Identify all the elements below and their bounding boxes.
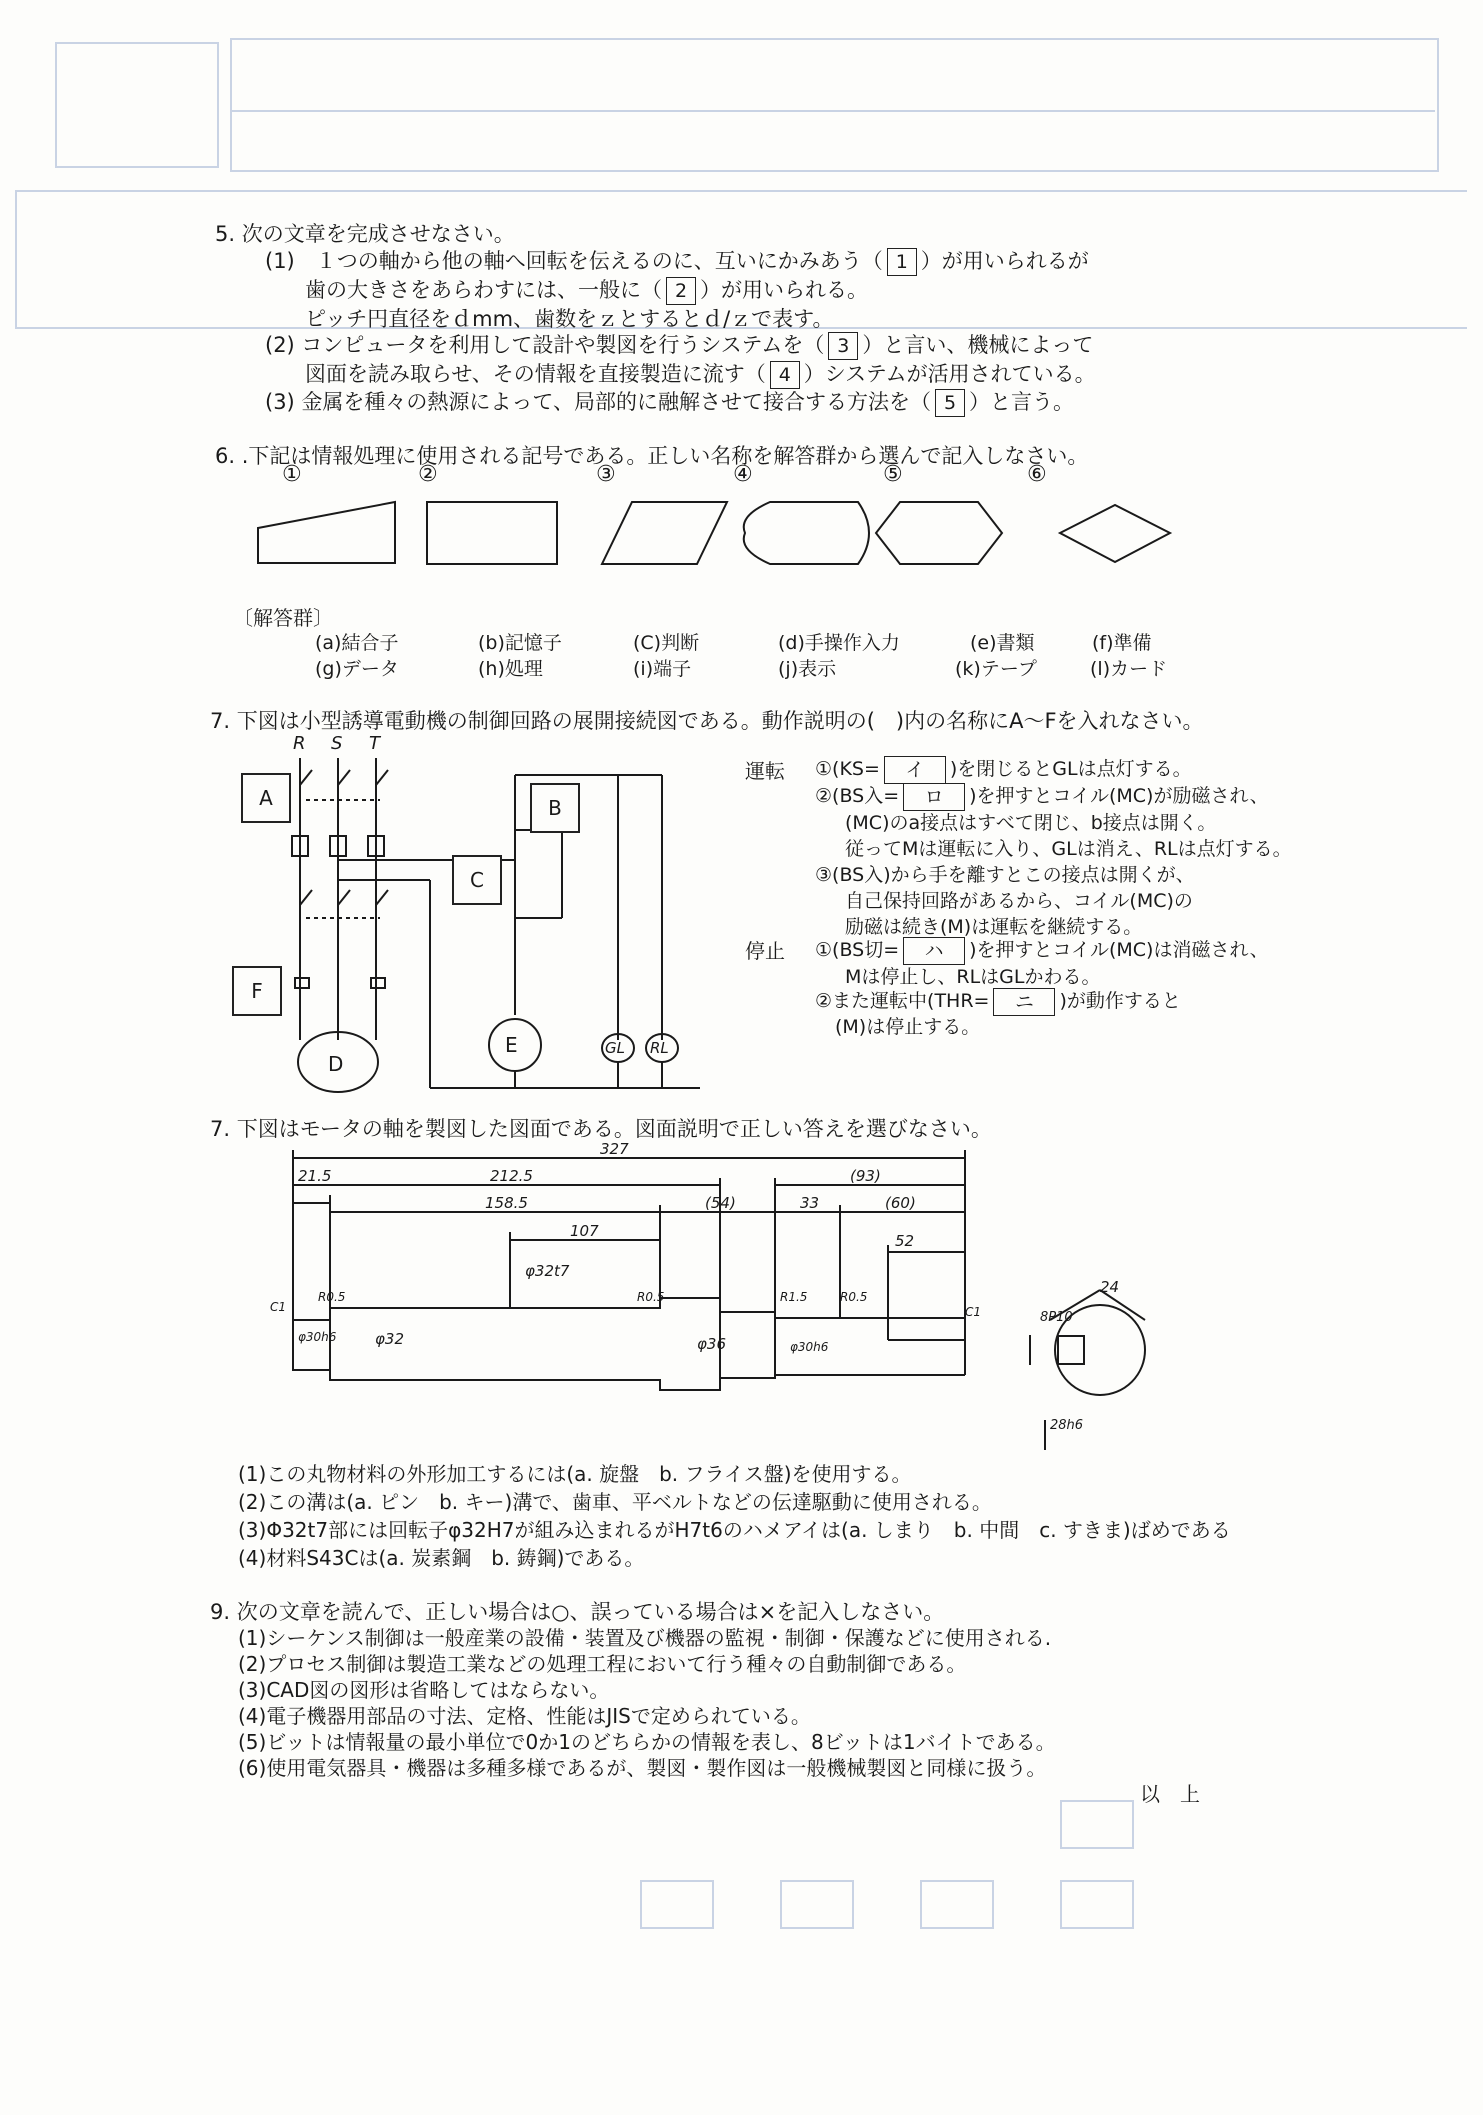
answer-option: (h)処理 — [478, 658, 543, 680]
lamp-label-rl: RL — [650, 1039, 669, 1057]
run-label: 運転 — [745, 759, 785, 783]
stop-line: (M)は停止する。 — [835, 1016, 981, 1038]
symbol-number: ② — [418, 462, 438, 487]
circuit-box-a: A — [241, 773, 291, 823]
answer-box-ha[interactable]: ハ — [903, 937, 965, 965]
q7b-question: (1)この丸物材料の外形加工するには(a. 旋盤 b. フライス盤)を使用する。 — [238, 1462, 912, 1486]
q7b-question: (4)材料S43Cは(a. 炭素鋼 b. 鋳鋼)である。 — [238, 1546, 645, 1570]
dim-label: C1 — [965, 1305, 982, 1319]
circuit-box-b: B — [530, 783, 580, 833]
dim-label: (93) — [850, 1167, 881, 1185]
q5-line-text: ）と言う。 — [969, 390, 1074, 414]
q7a-title: 7. 下図は小型誘導電動機の制御回路の展開接続図である。動作説明の( )内の名称にA～Fを入れなさい。 — [210, 709, 1204, 733]
q5-title: 5. 次の文章を完成させなさい。 — [215, 222, 515, 246]
dim-label: 158.5 — [485, 1194, 528, 1212]
q5-line-text: ）システムが活用されている。 — [803, 362, 1096, 386]
q5-line-text: ）が用いられる。 — [700, 278, 868, 302]
run-line-text: )を閉じるとGLは点灯する。 — [949, 758, 1192, 780]
lamp-label-gl: GL — [605, 1039, 625, 1057]
answer-option: (f)準備 — [1092, 632, 1152, 654]
answer-box-ro[interactable]: ロ — [903, 783, 965, 811]
dim-label: φ30h6 — [298, 1330, 337, 1344]
answer-option: (e)書類 — [970, 632, 1035, 654]
answer-option: (C)判断 — [633, 632, 700, 654]
dim-label: φ30h6 — [790, 1340, 829, 1354]
answer-box-i[interactable]: イ — [884, 756, 946, 784]
dim-label: 212.5 — [490, 1167, 533, 1185]
phase-label: R — [293, 733, 306, 754]
circuit-box-c: C — [452, 855, 502, 905]
q5-line-text: (3) 金属を種々の熱源によって、局部的に融解させて接合する方法を（ — [265, 390, 931, 414]
ghost-box — [1060, 1800, 1134, 1849]
answer-option: (l)カード — [1090, 658, 1168, 680]
q5-line-text: (2) コンピュータを利用して設計や製図を行うシステムを（ — [265, 333, 825, 357]
answer-option: (j)表示 — [778, 658, 837, 680]
run-line: 自己保持回路があるから、コイル(MC)の — [845, 890, 1193, 912]
q5-line-text: 図面を読み取らせ、その情報を直接製造に流す（ — [305, 362, 766, 386]
q5-line-text: ）が用いられるが — [920, 249, 1089, 273]
symbol-number: ④ — [733, 462, 753, 487]
stop-label: 停止 — [745, 939, 785, 963]
dim-label: φ32t7 — [525, 1262, 570, 1280]
q9-statement: (4)電子機器用部品の寸法、定格、性能はJISで定められている。 — [238, 1704, 811, 1728]
dim-label: R1.5 — [780, 1290, 808, 1304]
stop-line-text: )を押すとコイル(MC)は消磁され、 — [969, 939, 1269, 961]
ghost-box — [780, 1880, 854, 1929]
dim-label: 327 — [600, 1140, 629, 1158]
q6-title: 6. .下記は情報処理に使用される記号である。正しい名称を解答群から選んで記入しなさい。 — [215, 444, 1089, 468]
answer-option: (g)データ — [315, 658, 399, 680]
run-line: ③(BS入)から手を離すとこの接点は開くが、 — [815, 864, 1195, 886]
q9-statement: (1)シーケンス制御は一般産業の設備・装置及び機器の監視・制御・保護などに使用される. — [238, 1626, 1052, 1650]
dim-label: C1 — [270, 1300, 287, 1314]
dim-label: R0.5 — [840, 1290, 868, 1304]
q5-line-text: (1) １つの軸から他の軸へ回転を伝えるのに、互いにかみあう（ — [265, 249, 883, 273]
q5-line-text: 歯の大きさをあらわすには、一般に（ — [305, 278, 662, 302]
end-mark: 以 上 — [1140, 1782, 1200, 1806]
dim-label: 8P10 — [1040, 1310, 1073, 1325]
answer-option: (d)手操作入力 — [778, 632, 900, 654]
answer-box-4[interactable]: 4 — [770, 361, 800, 389]
dim-label: 107 — [570, 1222, 599, 1240]
answer-box-5[interactable]: 5 — [935, 389, 965, 417]
q9-statement: (6)使用電気器具・機器は多種多様であるが、製図・製作図は一般機械製図と同様に扱う。 — [238, 1756, 1047, 1780]
q9-statement: (3)CAD図の図形は省略してはならない。 — [238, 1678, 610, 1702]
dim-label: R0.5 — [318, 1290, 346, 1304]
q9-title: 9. 次の文章を読んで、正しい場合は○、誤っている場合は×を記入しなさい。 — [210, 1600, 945, 1624]
answer-box-1[interactable]: 1 — [887, 248, 917, 276]
q5-line-text: ピッチ円直径をｄmm、歯数をｚとするとｄ/ｚで表す。 — [305, 307, 834, 331]
run-line: 従ってMは運転に入り、GLは消え、RLは点灯する。 — [845, 838, 1292, 860]
run-line-text: )を押すとコイル(MC)が励磁され、 — [969, 785, 1269, 807]
symbol-number: ⑥ — [1027, 462, 1047, 487]
stop-line-text: ②また運転中(THR= — [815, 990, 990, 1012]
symbol-number: ① — [282, 462, 302, 487]
symbol-number: ⑤ — [883, 462, 903, 487]
dim-label: R0.5 — [637, 1290, 665, 1304]
answer-option: (a)結合子 — [315, 632, 399, 654]
q7b-question: (3)Φ32t7部には回転子φ32H7が組み込まれるがH7t6のハメアイは(a. しまり b. 中間 c. すきま)ばめである — [238, 1518, 1231, 1542]
answer-option: (i)端子 — [633, 658, 692, 680]
q7b-title: 7. 下図はモータの軸を製図した図面である。図面説明で正しい答えを選びなさい。 — [210, 1117, 992, 1141]
symbol-number: ③ — [596, 462, 616, 487]
dim-label: φ36 — [697, 1335, 726, 1353]
q7b-question: (2)この溝は(a. ピン b. キー)溝で、歯車、平ベルトなどの伝達駆動に使用される。 — [238, 1490, 992, 1514]
dim-label: φ32 — [375, 1330, 404, 1348]
q9-statement: (2)プロセス制御は製造工業などの処理工程において行う種々の自動制御である。 — [238, 1652, 967, 1676]
phase-label: S — [331, 733, 343, 754]
run-line: (MC)のa接点はすべて閉じ、b接点は開く。 — [845, 812, 1217, 834]
stop-line-text: ①(BS切= — [815, 939, 900, 961]
answer-option: (b)記憶子 — [478, 632, 562, 654]
dim-label: (60) — [885, 1194, 916, 1212]
motor-label-d: D — [328, 1052, 344, 1076]
circle-label-e: E — [505, 1033, 518, 1057]
q5-line-text: ）と言い、機械によって — [862, 333, 1094, 357]
answer-option: (k)テープ — [955, 658, 1037, 680]
q6-answer-label: 〔解答群〕 — [233, 606, 333, 630]
ghost-box — [920, 1880, 994, 1929]
answer-box-2[interactable]: 2 — [666, 277, 696, 305]
dim-label: 24 — [1100, 1278, 1120, 1296]
circuit-box-f: F — [232, 966, 282, 1016]
dim-label: (54) — [705, 1194, 736, 1212]
answer-box-3[interactable]: 3 — [828, 332, 858, 360]
run-line-text: ①(KS= — [815, 758, 880, 780]
dim-label: 28h6 — [1050, 1418, 1084, 1433]
ghost-box — [640, 1880, 714, 1929]
stop-line: Mは停止し、RLはGLかわる。 — [845, 966, 1101, 988]
dim-label: 21.5 — [298, 1167, 332, 1185]
ghost-box — [1060, 1880, 1134, 1929]
phase-label: T — [369, 733, 380, 754]
dim-label: 33 — [800, 1194, 820, 1212]
stop-line-text: )が動作すると — [1059, 990, 1181, 1012]
run-line-text: ②(BS入= — [815, 785, 900, 807]
run-line: 励磁は続き(M)は運転を継続する。 — [845, 916, 1143, 938]
q9-statement: (5)ビットは情報量の最小単位で0か1のどちらかの情報を表し、8ビットは1バイトである。 — [238, 1730, 1056, 1754]
answer-box-ni[interactable]: ニ — [993, 988, 1055, 1016]
dim-label: 52 — [895, 1232, 915, 1250]
